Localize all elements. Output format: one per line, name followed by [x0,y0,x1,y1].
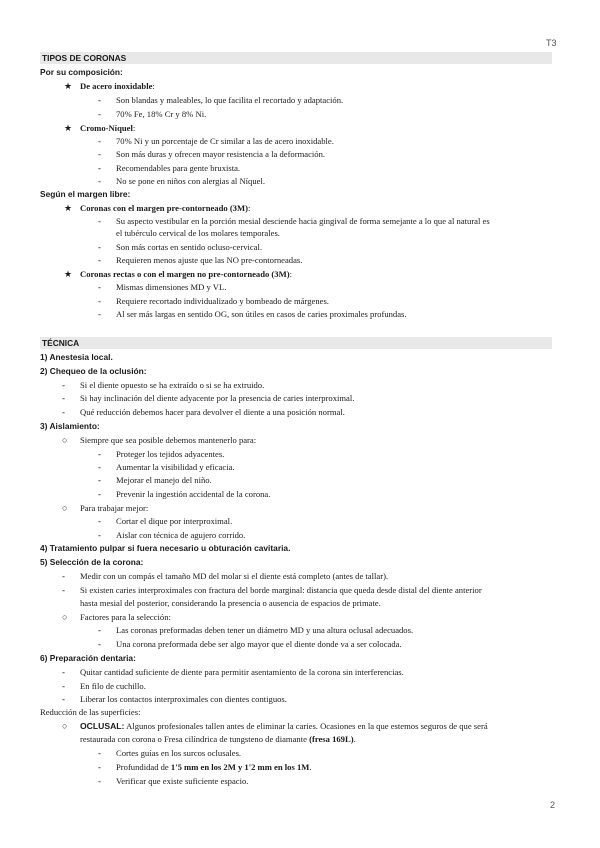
list-item: Mejorar el manejo del niño. [116,475,212,485]
list-item: Medir con un compás el tamaño MD del molar si el diente está completo (antes de tallar). [80,571,389,581]
dash-bullet-icon: - [62,681,65,691]
dash-bullet-icon: - [98,516,101,526]
list-item: Mismas dimensiones MD y VL. [116,282,227,292]
item-rectas: Coronas rectas o con el margen no pre-contorneado (3M): [80,269,292,279]
circle-bullet-icon: ○ [62,612,68,622]
circle-bullet-icon: ○ [62,721,68,731]
list-item: Son más duras y ofrecen mayor resistencia a la deformación. [116,149,326,159]
dash-bullet-icon: - [98,95,101,105]
list-item: Quitar cantidad suficiente de diente para permitir asentamiento de la corona sin interferencias. [80,667,404,677]
heading-oclusion: 2) Chequeo de la oclusión: [40,366,147,376]
reduccion-label: Reducción de las superficies: [40,707,141,717]
dash-bullet-icon: - [98,748,101,758]
heading-preparacion: 6) Preparación dentaria: [40,653,136,663]
list-item: Si existen caries interproximales con fractura del borde marginal: distancia que queda desde distal del diente anterior [80,585,482,595]
list-item: Cortes guías en los surcos oclusales. [116,748,242,758]
circle-bullet-icon: ○ [62,503,68,513]
list-item: Aumentar la visibilidad y eficacia. [116,462,235,472]
dash-bullet-icon: - [98,109,101,119]
list-item-continuation: el tubérculo cervical de los molares temporales. [116,228,280,238]
list-item: Una corona preformada debe ser algo mayor que el diente donde va a ser colocada. [116,639,402,649]
heading-margen: Según el margen libre: [40,189,131,199]
list-item: En filo de cuchillo. [80,681,146,691]
dash-bullet-icon: - [98,163,101,173]
list-item: Requiere recortado individualizado y bombeado de márgenes. [116,296,329,306]
dash-bullet-icon: - [98,462,101,472]
dash-bullet-icon: - [98,176,101,186]
section-band-tecnica [40,337,552,349]
item-cromo: Cromo-Níquel: [80,123,136,133]
list-item: 70% Fe, 18% Cr y 8% Ni. [116,109,207,119]
list-item: No se pone en niños con alergias al Níquel. [116,176,266,186]
dash-bullet-icon: - [98,530,101,540]
list-item: Si hay inclinación del diente adyacente por la presencia de caries interproximal. [80,393,355,403]
heading-composicion: Por su composición: [40,67,123,77]
dash-bullet-icon: - [98,216,101,226]
list-item: Las coronas preformadas deben tener un diámetro MD y una altura oclusal adecuados. [116,625,414,635]
dash-bullet-icon: - [98,489,101,499]
list-item: Recomendables para gente bruxista. [116,163,241,173]
circle-bullet-icon: ○ [62,435,68,445]
heading-aislamiento: 3) Aislamiento: [40,421,100,431]
star-bullet-icon: ★ [64,123,73,133]
dash-bullet-icon: - [98,255,101,265]
list-item: Son blandas y maleables, lo que facilita el recortado y adaptación. [116,95,344,105]
page-tag: T3 [546,38,557,48]
dash-bullet-icon: - [62,571,65,581]
heading-tratamiento: 4) Tratamiento pulpar si fuera necesario u obturación cavitaria. [40,543,291,553]
heading-anestesia: 1) Anestesia local. [40,352,113,362]
dash-bullet-icon: - [98,136,101,146]
section-title-tipos: TIPOS DE CORONAS [42,53,127,63]
list-item: Son más cortas en sentido ocluso-cervical. [116,242,263,252]
item-acero: De acero inoxidable: [80,81,155,91]
dash-bullet-icon: - [98,639,101,649]
star-bullet-icon: ★ [64,203,73,213]
star-bullet-icon: ★ [64,81,73,91]
dash-bullet-icon: - [62,380,65,390]
dash-bullet-icon: - [98,242,101,252]
dash-bullet-icon: - [62,667,65,677]
dash-bullet-icon: - [62,407,65,417]
oclusal-paragraph-continuation: restaurada con corona o Fresa cilíndrica de tungsteno de diamante (fresa 169L). [80,734,356,744]
list-item: Qué reducción debemos hacer para devolver el diente a una posición normal. [80,407,345,417]
dash-bullet-icon: - [98,475,101,485]
sub-item: Factores para la selección: [80,612,171,622]
list-item: Prevenir la ingestión accidental de la corona. [116,489,271,499]
page-number: 2 [550,800,556,810]
list-item: Requieren menos ajuste que las NO pre-contorneadas. [116,255,303,265]
sub-item: Para trabajar mejor: [80,503,149,513]
section-title-tecnica: TÉCNICA [42,338,80,348]
list-item-continuation: hasta mesial del posterior, considerando la presencia o ausencia de espacios de primate. [80,598,381,608]
dash-bullet-icon: - [98,762,101,772]
dash-bullet-icon: - [98,282,101,292]
dash-bullet-icon: - [98,149,101,159]
dash-bullet-icon: - [62,585,65,595]
list-item: Al ser más largas en sentido OG, son útiles en casos de caries proximales profundas. [116,309,407,319]
dash-bullet-icon: - [98,449,101,459]
heading-seleccion: 5) Selección de la corona: [40,557,144,567]
dash-bullet-icon: - [62,393,65,403]
list-item: Si el diente opuesto se ha extraído o si se ha extruido. [80,380,265,390]
list-item: Liberar los contactos interproximales con dientes contiguos. [80,694,287,704]
list-item: Proteger los tejidos adyacentes. [116,449,225,459]
list-item: Verificar que existe suficiente espacio. [116,776,249,786]
dash-bullet-icon: - [98,625,101,635]
item-precontorneado: Coronas con el margen pre-contorneado (3M): [80,203,251,213]
dash-bullet-icon: - [98,296,101,306]
list-item: 70% Ni y un porcentaje de Cr similar a las de acero inoxidable. [116,136,334,146]
list-item: Su aspecto vestibular en la porción mesial desciende hacia gingival de forma semejante a lo que al natural es [116,216,490,226]
dash-bullet-icon: - [62,694,65,704]
star-bullet-icon: ★ [64,269,73,279]
list-item: Cortar el dique por interproximal. [116,516,233,526]
list-item: Profundidad de 1'5 mm en los 2M y 1'2 mm en los 1M. [116,762,312,772]
oclusal-paragraph: OCLUSAL: Algunos profesionales tallen antes de eliminar la caries. Ocasiones en la que estemos seguros de que será [80,721,488,731]
list-item: Aislar con técnica de agujero corrido. [116,530,246,540]
dash-bullet-icon: - [98,309,101,319]
dash-bullet-icon: - [98,776,101,786]
sub-item: Siempre que sea posible debemos mantenerlo para: [80,435,257,445]
